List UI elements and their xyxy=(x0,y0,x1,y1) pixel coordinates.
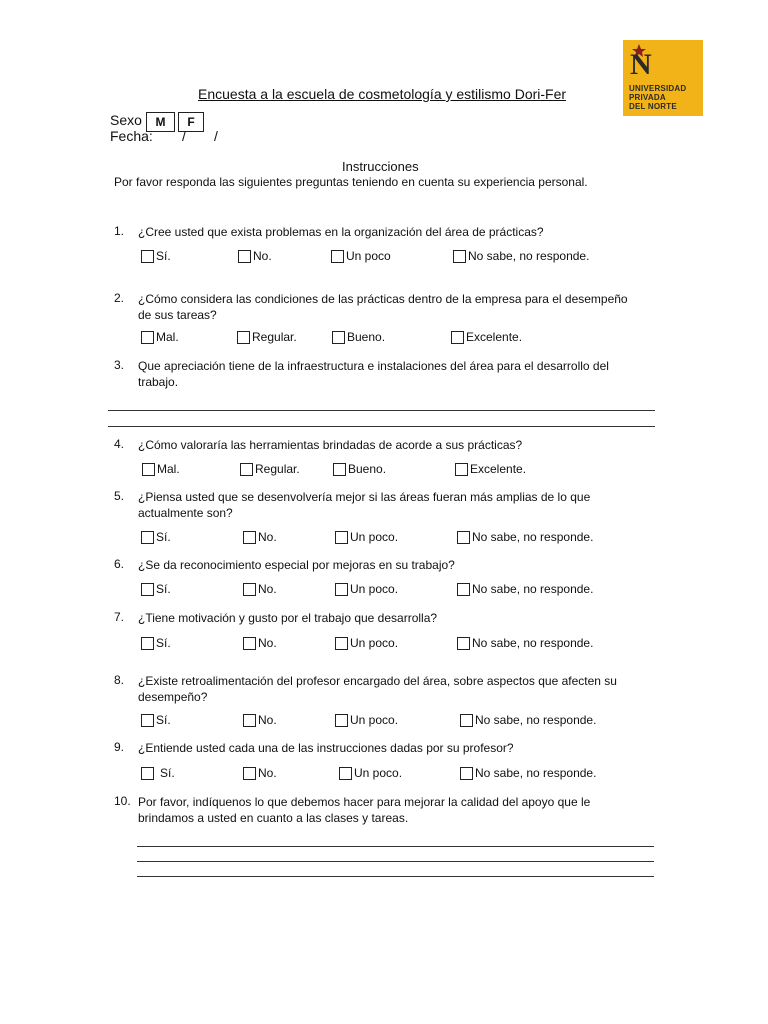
checkbox[interactable] xyxy=(243,531,256,544)
instructions-text: Por favor responda las siguientes preguntas teniendo en cuenta su experiencia personal. xyxy=(114,175,588,189)
question-text: ¿Se da reconocimiento especial por mejoras en su trabajo? xyxy=(138,558,455,572)
question-text: ¿Cómo valoraría las herramientas brindadas de acorde a sus prácticas? xyxy=(138,438,523,452)
question-number: 8. xyxy=(114,673,125,687)
answer-line[interactable] xyxy=(108,426,655,427)
option-si[interactable] xyxy=(141,636,171,650)
fecha-label: Fecha: xyxy=(110,128,153,144)
question-number: 5. xyxy=(114,489,125,503)
option-no-sabe[interactable] xyxy=(453,249,589,263)
option-label: No sabe, no responde. xyxy=(472,582,594,596)
checkbox[interactable] xyxy=(243,714,256,727)
checkbox[interactable] xyxy=(141,714,154,727)
option-no-sabe[interactable] xyxy=(457,582,593,596)
checkbox[interactable] xyxy=(335,583,348,596)
option-mal[interactable] xyxy=(142,462,180,476)
option-label: Regular. xyxy=(255,462,300,476)
option-no[interactable] xyxy=(243,713,277,727)
option-no-sabe[interactable] xyxy=(457,636,593,650)
option-un-poco[interactable] xyxy=(335,530,398,544)
question-text: ¿Entiende usted cada una de las instrucciones dadas por su profesor? xyxy=(138,741,514,755)
option-bueno[interactable] xyxy=(333,462,386,476)
option-si[interactable] xyxy=(141,530,171,544)
option-label: Sí. xyxy=(156,530,171,544)
option-no[interactable] xyxy=(243,636,277,650)
option-regular[interactable] xyxy=(237,330,297,344)
checkbox[interactable] xyxy=(240,463,253,476)
checkbox[interactable] xyxy=(335,637,348,650)
logo-line-3: DEL NORTE xyxy=(629,102,677,111)
option-label: No sabe, no responde. xyxy=(475,766,597,780)
option-un-poco[interactable] xyxy=(335,713,398,727)
checkbox[interactable] xyxy=(141,767,154,780)
option-label: No sabe, no responde. xyxy=(472,530,594,544)
option-si[interactable] xyxy=(141,582,171,596)
option-label: No. xyxy=(253,249,272,263)
checkbox[interactable] xyxy=(457,531,470,544)
question-number: 7. xyxy=(114,610,125,624)
option-si[interactable] xyxy=(141,249,171,263)
question-text: Que apreciación tiene de la infraestructura e instalaciones del área para el desarrollo del trabajo. xyxy=(138,359,609,389)
checkbox[interactable] xyxy=(333,463,346,476)
university-logo xyxy=(623,40,703,116)
option-label: Un poco xyxy=(346,249,391,263)
option-label: No. xyxy=(258,766,277,780)
question-number: 1. xyxy=(114,224,125,238)
checkbox[interactable] xyxy=(455,463,468,476)
option-regular[interactable] xyxy=(240,462,300,476)
option-label: Sí. xyxy=(156,582,171,596)
question-text: ¿Cree usted que exista problemas en la organización del área de prácticas? xyxy=(138,225,544,239)
checkbox[interactable] xyxy=(453,250,466,263)
option-un-poco[interactable] xyxy=(339,766,402,780)
survey-title: Encuesta a la escuela de cosmetología y estilismo Dori-Fer xyxy=(198,86,567,102)
checkbox[interactable] xyxy=(238,250,251,263)
option-un-poco[interactable] xyxy=(335,636,398,650)
option-label: Mal. xyxy=(156,330,179,344)
option-no-sabe[interactable] xyxy=(460,766,596,780)
option-label: Regular. xyxy=(252,330,297,344)
instructions-title: Instrucciones xyxy=(342,159,419,174)
option-label: Un poco. xyxy=(354,766,403,780)
option-si[interactable] xyxy=(141,713,171,727)
option-bueno[interactable] xyxy=(332,330,385,344)
option-label: No. xyxy=(258,713,277,727)
option-excelente[interactable] xyxy=(455,462,526,476)
question-number: 2. xyxy=(114,291,125,305)
option-label: Bueno. xyxy=(347,330,386,344)
question-number: 9. xyxy=(114,740,125,754)
answer-line[interactable] xyxy=(108,410,655,411)
checkbox[interactable] xyxy=(331,250,344,263)
option-label: No. xyxy=(258,636,277,650)
option-no[interactable] xyxy=(243,530,277,544)
checkbox[interactable] xyxy=(141,331,154,344)
question-text: ¿Piensa usted que se desenvolvería mejor si las áreas fueran más amplias de lo que actualmente son? xyxy=(138,490,591,520)
checkbox[interactable] xyxy=(457,583,470,596)
option-label: No sabe, no responde. xyxy=(468,249,590,263)
option-label: No. xyxy=(258,582,277,596)
question-text: Por favor, indíquenos lo que debemos hacer para mejorar la calidad del apoyo que le brindamos a usted en cuanto a las clases y tareas. xyxy=(138,795,591,825)
option-label: Sí. xyxy=(156,636,171,650)
checkbox[interactable] xyxy=(243,767,256,780)
checkbox[interactable] xyxy=(243,583,256,596)
checkbox[interactable] xyxy=(339,767,352,780)
option-si[interactable] xyxy=(141,766,175,780)
option-label: Bueno. xyxy=(348,462,387,476)
checkbox[interactable] xyxy=(332,331,345,344)
option-mal[interactable] xyxy=(141,330,179,344)
question-number: 4. xyxy=(114,437,125,451)
option-no[interactable] xyxy=(243,582,277,596)
checkbox[interactable] xyxy=(457,637,470,650)
logo-letter: N xyxy=(630,48,652,81)
sexo-label: Sexo xyxy=(110,112,142,128)
option-label: No sabe, no responde. xyxy=(472,636,594,650)
fecha-separator-1: / xyxy=(182,128,186,144)
option-label: Sí. xyxy=(160,766,175,780)
checkbox[interactable] xyxy=(237,331,250,344)
option-no-sabe[interactable] xyxy=(460,713,596,727)
option-label: Un poco. xyxy=(350,530,399,544)
option-label: Sí. xyxy=(156,249,171,263)
option-label: No sabe, no responde. xyxy=(475,713,597,727)
option-un-poco[interactable] xyxy=(335,582,398,596)
logo-line-2: PRIVADA xyxy=(629,93,666,102)
option-label: Mal. xyxy=(157,462,180,476)
option-no[interactable] xyxy=(243,766,277,780)
fecha-separator-2: / xyxy=(214,128,218,144)
answer-line[interactable] xyxy=(137,846,654,847)
checkbox[interactable] xyxy=(335,531,348,544)
answer-line[interactable] xyxy=(137,861,654,862)
checkbox[interactable] xyxy=(460,714,473,727)
question-number: 10. xyxy=(114,794,131,808)
question-text: ¿Existe retroalimentación del profesor encargado del área, sobre aspectos que afecten su desempeño? xyxy=(138,674,617,704)
checkbox[interactable] xyxy=(335,714,348,727)
option-label: Un poco. xyxy=(350,636,399,650)
checkbox[interactable] xyxy=(451,331,464,344)
option-excelente[interactable] xyxy=(451,330,522,344)
checkbox[interactable] xyxy=(141,583,154,596)
option-no[interactable] xyxy=(238,249,272,263)
option-un-poco[interactable] xyxy=(331,249,391,263)
question-number: 3. xyxy=(114,358,125,372)
sexo-option-f[interactable]: F xyxy=(178,112,204,132)
option-label: Excelente. xyxy=(470,462,527,476)
question-text: ¿Cómo considera las condiciones de las prácticas dentro de la empresa para el desempeño de sus tareas? xyxy=(138,292,628,322)
question-text: ¿Tiene motivación y gusto por el trabajo que desarrolla? xyxy=(138,611,438,625)
option-label: Sí. xyxy=(156,713,171,727)
option-label: No. xyxy=(258,530,277,544)
option-label: Excelente. xyxy=(466,330,523,344)
sexo-option-m[interactable]: M xyxy=(146,112,175,132)
checkbox[interactable] xyxy=(141,531,154,544)
answer-line[interactable] xyxy=(137,876,654,877)
checkbox[interactable] xyxy=(141,637,154,650)
checkbox[interactable] xyxy=(460,767,473,780)
option-no-sabe[interactable] xyxy=(457,530,593,544)
checkbox[interactable] xyxy=(243,637,256,650)
checkbox[interactable] xyxy=(142,463,155,476)
option-label: Un poco. xyxy=(350,713,399,727)
checkbox[interactable] xyxy=(141,250,154,263)
question-number: 6. xyxy=(114,557,125,571)
logo-line-1: UNIVERSIDAD xyxy=(629,84,687,93)
option-label: Un poco. xyxy=(350,582,399,596)
